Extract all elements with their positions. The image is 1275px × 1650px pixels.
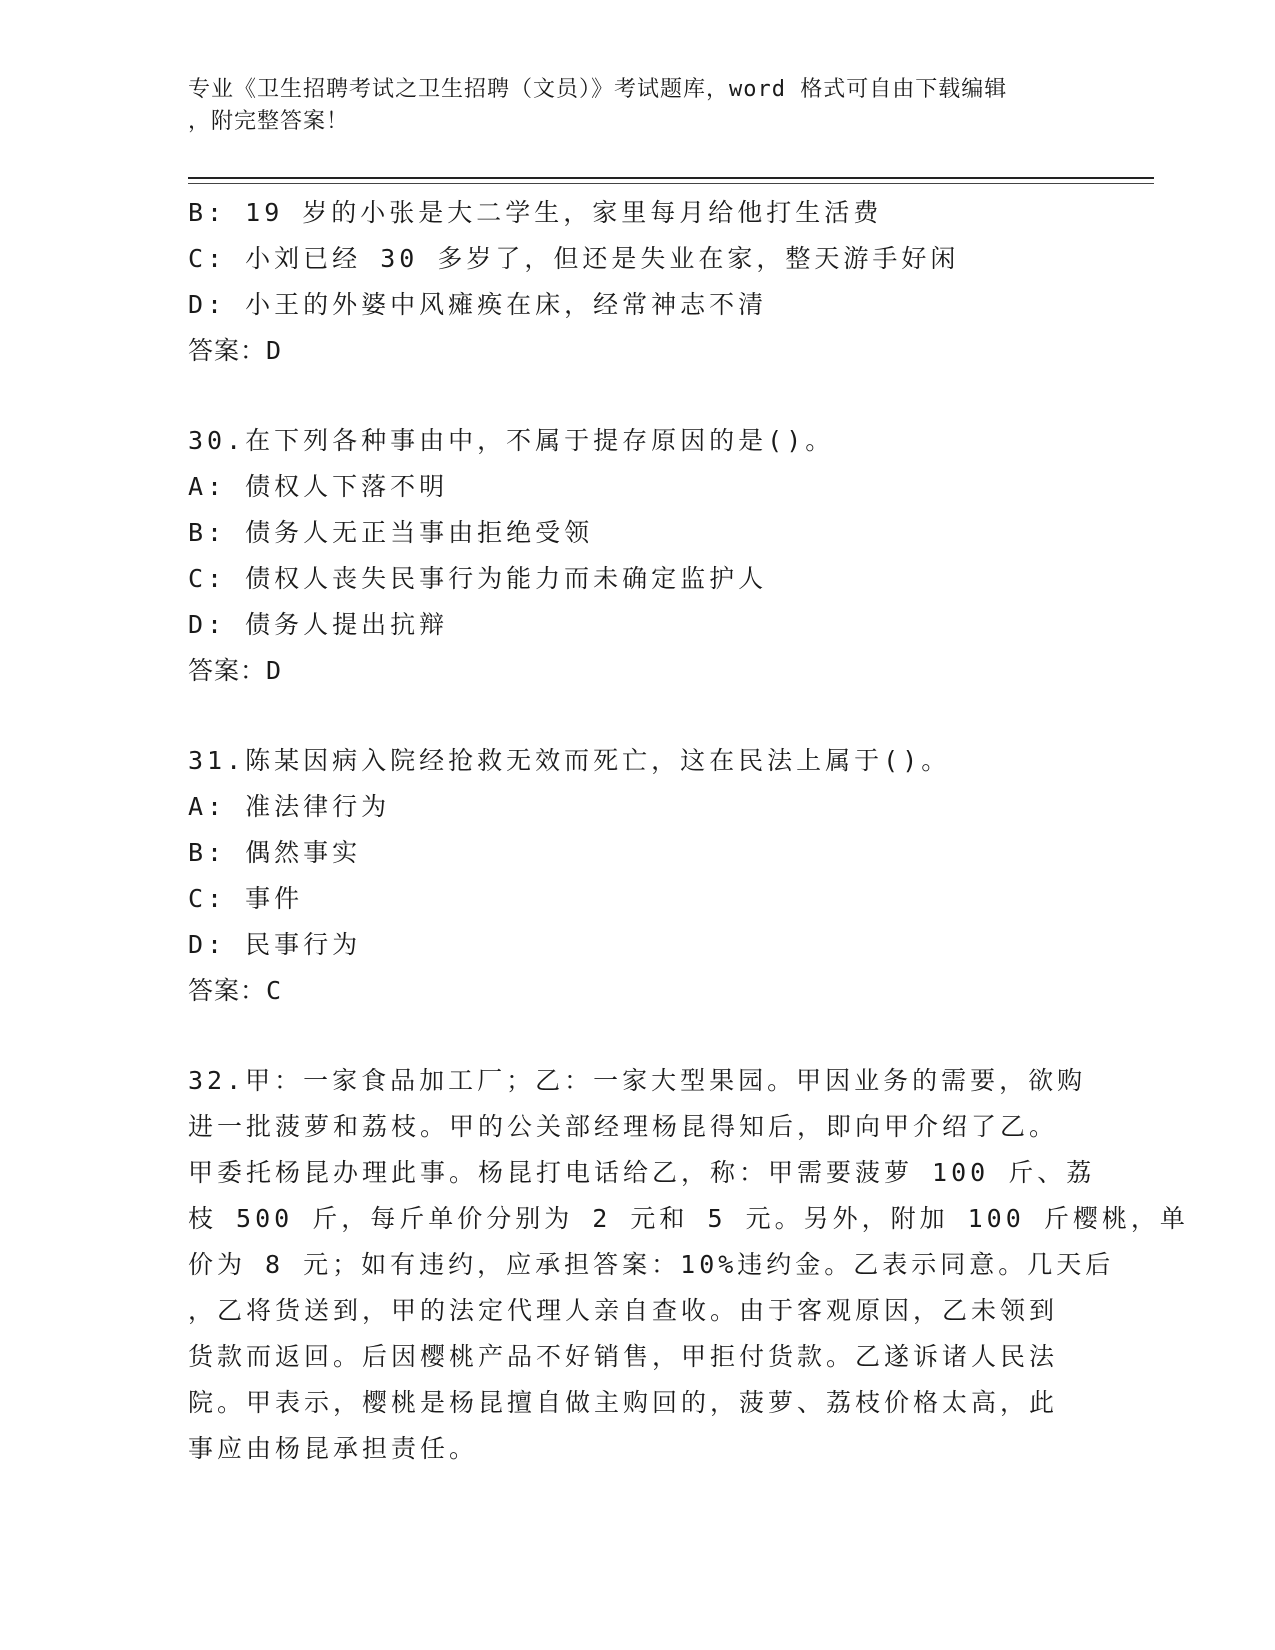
document-body bbox=[188, 190, 1189, 1472]
question-32-line: 院。甲表示，樱桃是杨昆擅自做主购回的，菠萝、荔枝价格太高，此 bbox=[188, 1388, 1059, 1417]
option-c: C: 小刘已经 30 多岁了，但还是失业在家，整天游手好闲 bbox=[188, 244, 960, 273]
answer: 答案：D bbox=[188, 336, 283, 365]
header-line-1: 专业《卫生招聘考试之卫生招聘（文员）》考试题库，word 格式可自由下载编辑 bbox=[188, 77, 1008, 102]
option-d: D: 小王的外婆中风瘫痪在床，经常神志不清 bbox=[188, 290, 768, 319]
option-b: B: 债务人无正当事由拒绝受领 bbox=[188, 518, 594, 547]
question-stem: 31.陈某因病入院经抢救无效而死亡，这在民法上属于()。 bbox=[188, 746, 951, 775]
spacer bbox=[188, 1014, 1068, 1058]
option-c: C: 债权人丧失民事行为能力而未确定监护人 bbox=[188, 564, 768, 593]
question-29 bbox=[188, 190, 1068, 374]
option-d: D: 民事行为 bbox=[188, 930, 362, 959]
document-header bbox=[188, 74, 1068, 138]
question-stem: 30.在下列各种事由中，不属于提存原因的是()。 bbox=[188, 426, 835, 455]
header-divider-thin bbox=[188, 183, 1154, 184]
question-32-line: 货款而返回。后因樱桃产品不好销售，甲拒付货款。乙遂诉诸人民法 bbox=[188, 1342, 1059, 1371]
question-32-line: 32.甲：一家食品加工厂；乙：一家大型果园。甲因业务的需要，欲购 bbox=[188, 1066, 1087, 1095]
option-a: A: 债权人下落不明 bbox=[188, 472, 449, 501]
question-32-line: 甲委托杨昆办理此事。杨昆打电话给乙，称：甲需要菠萝 100 斤、荔 bbox=[188, 1158, 1096, 1187]
spacer bbox=[188, 694, 1068, 738]
question-31 bbox=[188, 738, 1068, 1014]
question-32-line: 进一批菠萝和荔枝。甲的公关部经理杨昆得知后，即向甲介绍了乙。 bbox=[188, 1112, 1059, 1141]
spacer bbox=[188, 374, 1068, 418]
option-d: D: 债务人提出抗辩 bbox=[188, 610, 449, 639]
question-32-line: 枝 500 斤，每斤单价分别为 2 元和 5 元。另外，附加 100 斤樱桃，单 bbox=[188, 1204, 1189, 1233]
question-32 bbox=[188, 1058, 1189, 1472]
question-32-line: 事应由杨昆承担责任。 bbox=[188, 1434, 479, 1463]
question-32-line: 价为 8 元；如有违约，应承担答案：10%违约金。乙表示同意。几天后 bbox=[188, 1250, 1115, 1279]
option-a: A: 准法律行为 bbox=[188, 792, 391, 821]
option-b: B: 偶然事实 bbox=[188, 838, 362, 867]
option-b: B: 19 岁的小张是大二学生，家里每月给他打生活费 bbox=[188, 198, 883, 227]
question-32-line: ，乙将货送到，甲的法定代理人亲自查收。由于客观原因，乙未领到 bbox=[188, 1296, 1059, 1325]
answer: 答案：C bbox=[188, 976, 283, 1005]
header-line-2: ，附完整答案！ bbox=[188, 109, 350, 134]
header-divider-thick bbox=[188, 177, 1154, 179]
option-c: C: 事件 bbox=[188, 884, 304, 913]
answer: 答案：D bbox=[188, 656, 283, 685]
question-30 bbox=[188, 418, 1068, 694]
